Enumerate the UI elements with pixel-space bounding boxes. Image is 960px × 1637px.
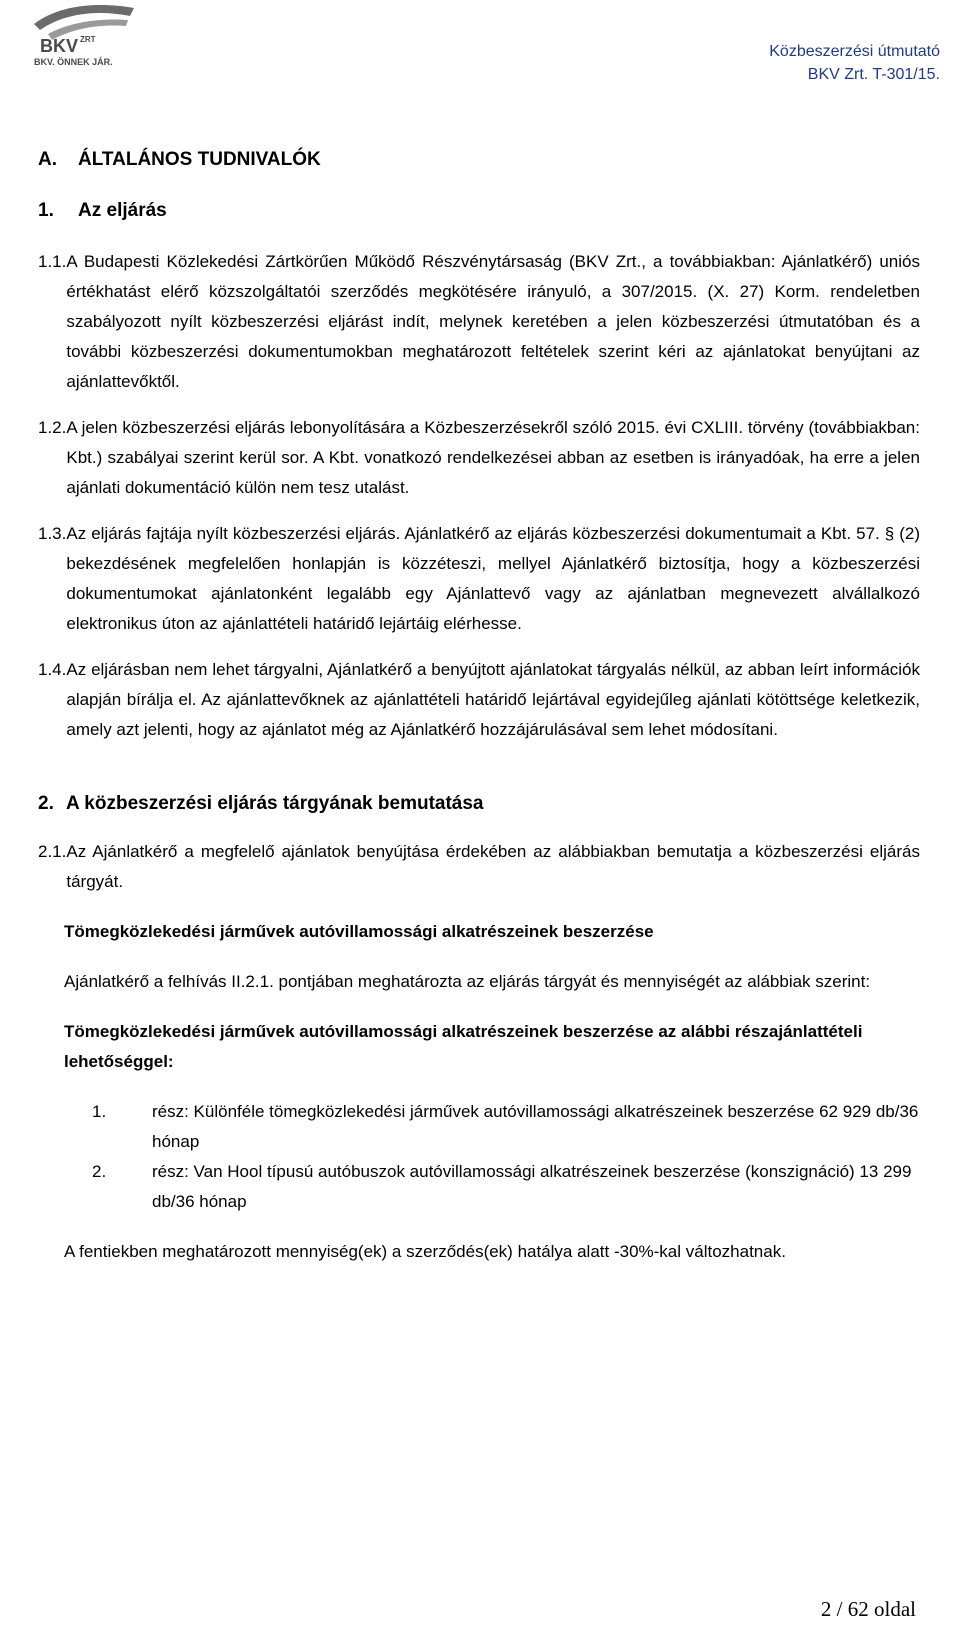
logo-text: BKV	[40, 36, 79, 56]
doc-title: Közbeszerzési útmutató	[769, 43, 940, 60]
document-header	[769, 40, 940, 86]
subject-title: Tömegközlekedési járművek autóvillamossági alkatrészeinek beszerzése	[64, 922, 654, 941]
paragraph-1-2: 1.2. A jelen közbeszerzési eljárás lebonyolítására a Közbeszerzésekről szóló 2015. évi CXLIII. törvény (továbbiakban: Kbt.) szabályai szerint kerül sor. A Kbt. vonatkozó rendelkezései abban az esetben is irányadóak, ha erre a jelen ajánlati dokumentáció külön nem tesz utalást.	[38, 418, 920, 497]
subject-intro: Ajánlatkérő a felhívás II.2.1. pontjában meghatározta az eljárás tárgyát és mennyiségét az alábbiak szerint:	[64, 972, 871, 991]
bkv-logo	[30, 2, 140, 70]
page-body	[38, 145, 920, 1284]
section-2-heading: 2. A közbeszerzési eljárás tárgyának bemutatása	[38, 793, 484, 814]
section-a-heading: A. ÁLTALÁNOS TUDNIVALÓK	[38, 149, 321, 170]
parts-title: Tömegközlekedési járművek autóvillamossági alkatrészeinek beszerzése az alábbi részajánlattételi lehetőséggel:	[64, 1022, 863, 1071]
list-item: 1. rész: Különféle tömegközlekedési járművek autóvillamossági alkatrészeinek beszerzése 62 929 db/36 hónap	[92, 1102, 919, 1151]
page-number: 2 / 62 oldal	[820, 1597, 916, 1621]
section-1-heading: 1. Az eljárás	[38, 200, 167, 221]
paragraph-2-1: 2.1. Az Ajánlatkérő a megfelelő ajánlatok benyújtása érdekében az alábbiakban bemutatja a közbeszerzési eljárás tárgyát.	[38, 842, 920, 891]
logo-badge: ZRT	[80, 35, 96, 44]
logo-slogan: BKV. ÖNNEK JÁR.	[34, 57, 113, 67]
list-item: 2. rész: Van Hool típusú autóbuszok autóvillamossági alkatrészeinek beszerzése (konszignáció) 13 299 db/36 hónap	[92, 1162, 912, 1211]
paragraph-1-4: 1.4. Az eljárásban nem lehet tárgyalni, Ajánlatkérő a benyújtott ajánlatokat tárgyalás nélkül, az abban leírt információk alapján bírálja el. Az ajánlattevőknek az ajánlattételi határidő lejártával egyidejűleg ajánlati kötöttsége keletkezik, amely azt jelenti, hogy az ajánlatot még az Ajánlatkérő hozzájárulásával sem lehet módosítani.	[38, 660, 920, 739]
closing-paragraph: A fentiekben meghatározott mennyiség(ek) a szerződés(ek) hatálya alatt -30%-kal változhatnak.	[64, 1242, 786, 1261]
doc-reference: BKV Zrt. T-301/15.	[807, 66, 940, 83]
paragraph-1-1: 1.1. A Budapesti Közlekedési Zártkörűen Működő Részvénytársaság (BKV Zrt., a továbbiakban: Ajánlatkérő) uniós értékhatást elérő közszolgáltatói szerződés megkötésére irányuló, a 307/2015. (X. 27) Korm. rendeletben szabályozott nyílt közbeszerzési eljárást indít, melynek keretében a jelen közbeszerzési útmutatóban és a további közbeszerzési dokumentumokban meghatározott feltételek szerint kéri az ajánlatokat benyújtani az ajánlattevőktől.	[38, 252, 920, 391]
paragraph-1-3: 1.3. Az eljárás fajtája nyílt közbeszerzési eljárás. Ajánlatkérő az eljárás közbeszerzési dokumentumait a Kbt. 57. § (2) bekezdésének megfelelően honlapján is közzéteszi, mellyel Ajánlatkérő biztosítja, hogy a közbeszerzési dokumentumokat ajánlatonként legalább egy Ajánlattevő vagy az ajánlatban megnevezett alvállalkozó elektronikus úton az ajánlattételi határidő lejártáig elérhesse.	[38, 524, 920, 633]
